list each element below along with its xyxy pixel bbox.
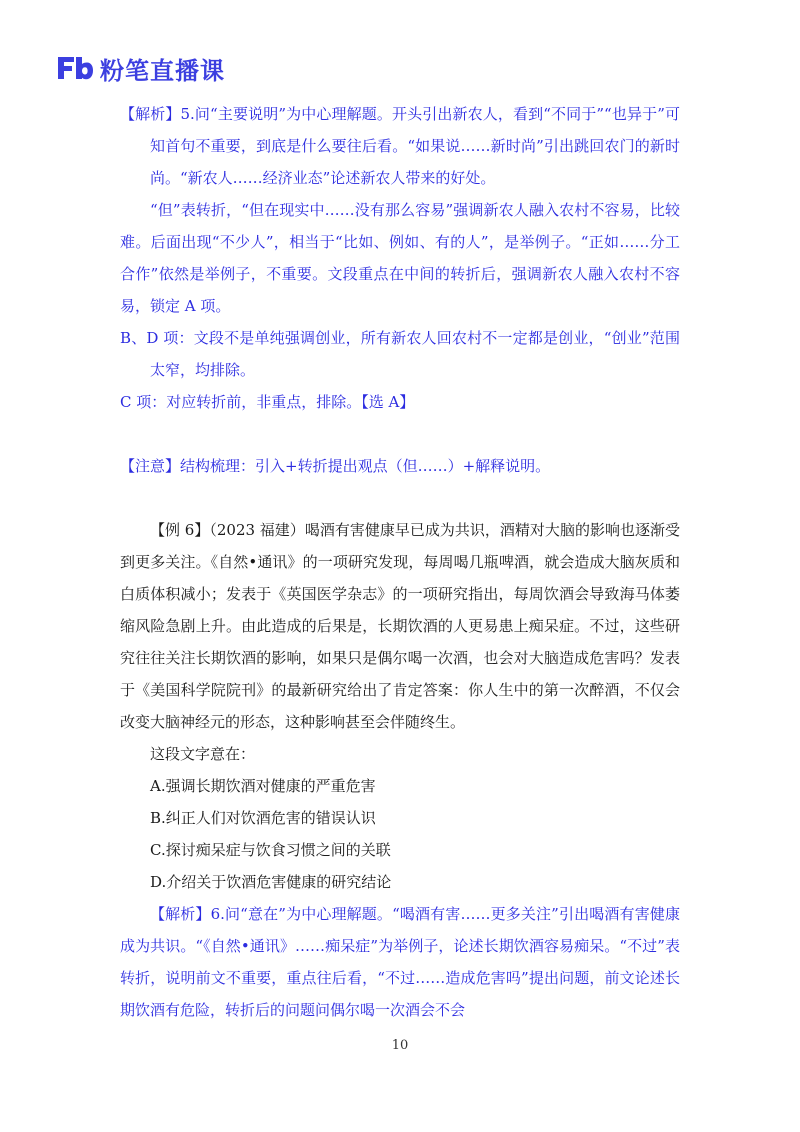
brand-logo [54,50,225,86]
analysis-5-paragraph-2: “但”表转折，“但在现实中……没有那么容易”强调新农人融入农村不容易，比较难。后面出现“不少人”，相当于“比如、例如、有的人”，是举例子。“正如……分工合作”依然是举例子，不重要。文段重点在中间的转折后，强调新农人融入农村不容易，锁定 A 项。 [120,201,680,315]
page-number: 10 [391,1038,409,1053]
fb-logo-icon [54,53,94,83]
example-6-question: 这段文字意在： [150,745,256,763]
option-c: C.探讨痴呆症与饮食习惯之间的关联 [150,841,391,859]
spacer [120,482,680,514]
analysis-5-paragraph-1: 【解析】5.问“主要说明”为中心理解题。开头引出新农人，看到“不同于”“也异于”可知首句不重要，到底是什么要往后看。“如果说……新时尚”引出跳回农门的新时尚。“新农人……经济业态”论述新农人带来的好处。 [120,105,680,187]
document-body [120,98,680,1026]
analysis-5-paragraph-3: B、D 项：文段不是单纯强调创业，所有新农人回农村不一定都是创业，“创业”范围太窄，均排除。 [120,329,680,379]
example-6-passage: 【例 6】（2023 福建）喝酒有害健康早已成为共识，酒精对大脑的影响也逐渐受到更多关注。《自然•通讯》的一项研究发现，每周喝几瓶啤酒，就会造成大脑灰质和白质体积减小；发表于《英国医学杂志》的一项研究指出，每周饮酒会导致海马体萎缩风险急剧上升。由此造成的后果是，长期饮酒的人更易患上痴呆症。不过，这些研究往往关注长期饮酒的影响，如果只是偶尔喝一次酒，也会对大脑造成危害吗？发表于《美国科学院院刊》的最新研究给出了肯定答案：你人生中的第一次醉酒，不仅会改变大脑神经元的形态，这种影响甚至会伴随终生。 [120,521,680,731]
option-a: A.强调长期饮酒对健康的严重危害 [150,777,376,795]
option-b: B.纠正人们对饮酒危害的错误认识 [150,809,376,827]
analysis-6-paragraph: 【解析】6.问“意在”为中心理解题。“喝酒有害……更多关注”引出喝酒有害健康成为共识。“《自然•通讯》……痴呆症”为举例子，论述长期饮酒容易痴呆。“不过”表转折，说明前文不重要，重点往后看，“不过……造成危害吗”提出问题，前文论述长期饮酒有危险，转折后的问题问偶尔喝一次酒会不会 [120,905,680,1019]
structure-note: 【注意】结构梳理：引入+转折提出观点（但……）+解释说明。 [120,457,551,475]
option-d: D.介绍关于饮酒危害健康的研究结论 [150,873,392,891]
analysis-5-paragraph-4: C 项：对应转折前，非重点，排除。【选 A】 [120,393,415,411]
brand-name: 粉笔直播课 [100,56,225,85]
spacer [120,418,680,450]
